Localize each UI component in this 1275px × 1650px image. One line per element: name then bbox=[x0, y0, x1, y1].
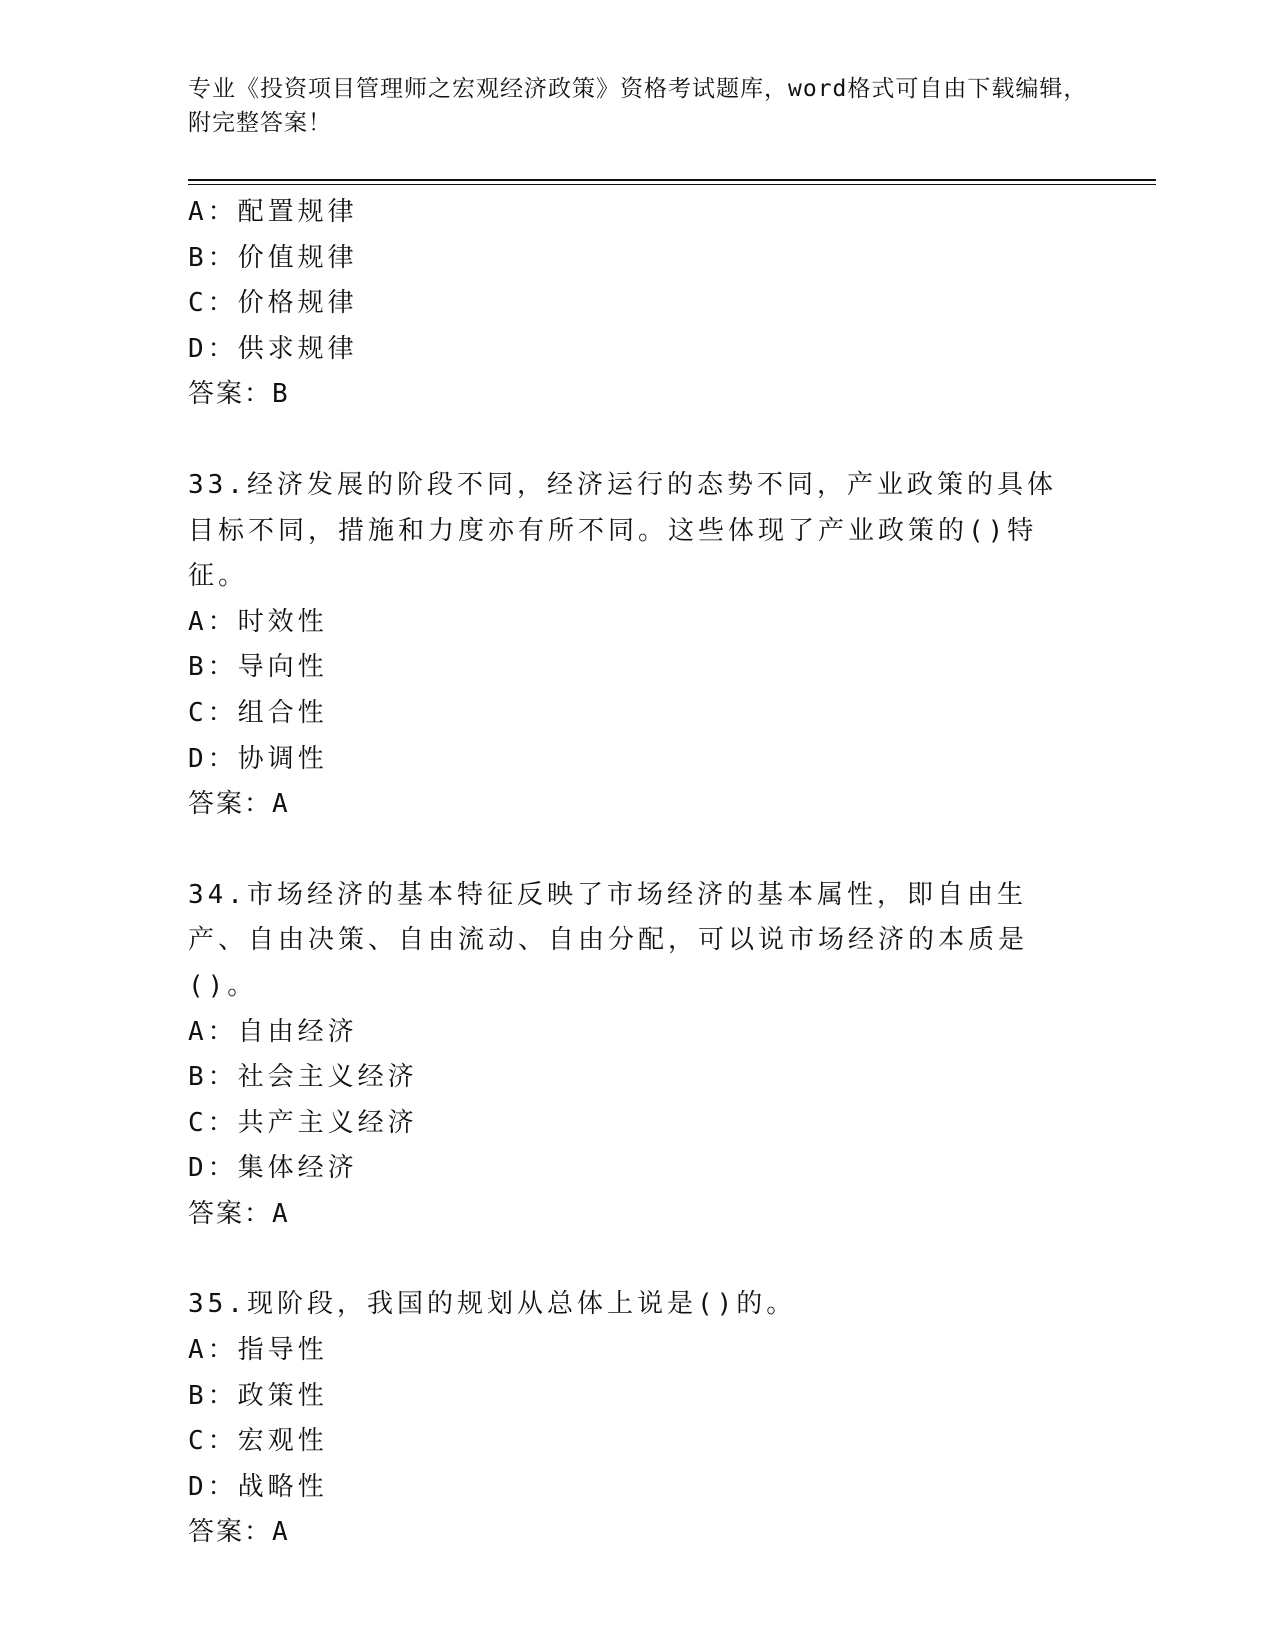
option-d: D：供求规律 bbox=[188, 333, 358, 364]
header-divider bbox=[188, 179, 1156, 181]
option-b: B：政策性 bbox=[188, 1380, 328, 1411]
option-b: B：导向性 bbox=[188, 652, 328, 683]
option-c: C：宏观性 bbox=[188, 1426, 328, 1457]
question-block-35 bbox=[188, 1282, 1068, 1556]
option-a: A：指导性 bbox=[188, 1335, 328, 1366]
option-d: D：战略性 bbox=[188, 1471, 328, 1502]
question-text: 33.经济发展的阶段不同，经济运行的态势不同，产业政策的具体目标不同，措施和力度亦有所不同。这些体现了产业政策的()特征。 bbox=[188, 469, 1057, 592]
option-d: D：协调性 bbox=[188, 743, 328, 774]
question-text: 35.现阶段，我国的规划从总体上说是()的。 bbox=[188, 1289, 797, 1320]
question-text: 34.市场经济的基本特征反映了市场经济的基本属性，即自由生产、自由决策、自由流动、自由分配，可以说市场经济的本质是()。 bbox=[188, 879, 1029, 1001]
answer-line: 答案：A bbox=[188, 1198, 290, 1229]
answer-line: 答案：A bbox=[188, 789, 290, 820]
option-c: C：共产主义经济 bbox=[188, 1107, 418, 1138]
answer-line: 答案：B bbox=[188, 379, 290, 410]
option-a: A：配置规律 bbox=[188, 197, 358, 227]
question-block-32 bbox=[188, 190, 1068, 418]
page-header-title: 专业《投资项目管理师之宏观经济政策》资格考试题库，word格式可自由下载编辑，附完整答案！ bbox=[188, 76, 1088, 136]
question-list bbox=[188, 190, 1068, 1556]
header-divider-thin bbox=[188, 184, 1156, 185]
option-d: D：集体经济 bbox=[188, 1153, 358, 1184]
option-a: A：时效性 bbox=[188, 606, 328, 637]
question-block-33 bbox=[188, 463, 1068, 828]
option-c: C：组合性 bbox=[188, 697, 328, 728]
option-b: B：价值规律 bbox=[188, 242, 358, 273]
answer-line: 答案：A bbox=[188, 1517, 290, 1548]
question-block-34 bbox=[188, 873, 1068, 1238]
option-b: B：社会主义经济 bbox=[188, 1062, 418, 1093]
option-c: C：价格规律 bbox=[188, 288, 358, 319]
option-a: A：自由经济 bbox=[188, 1016, 358, 1047]
